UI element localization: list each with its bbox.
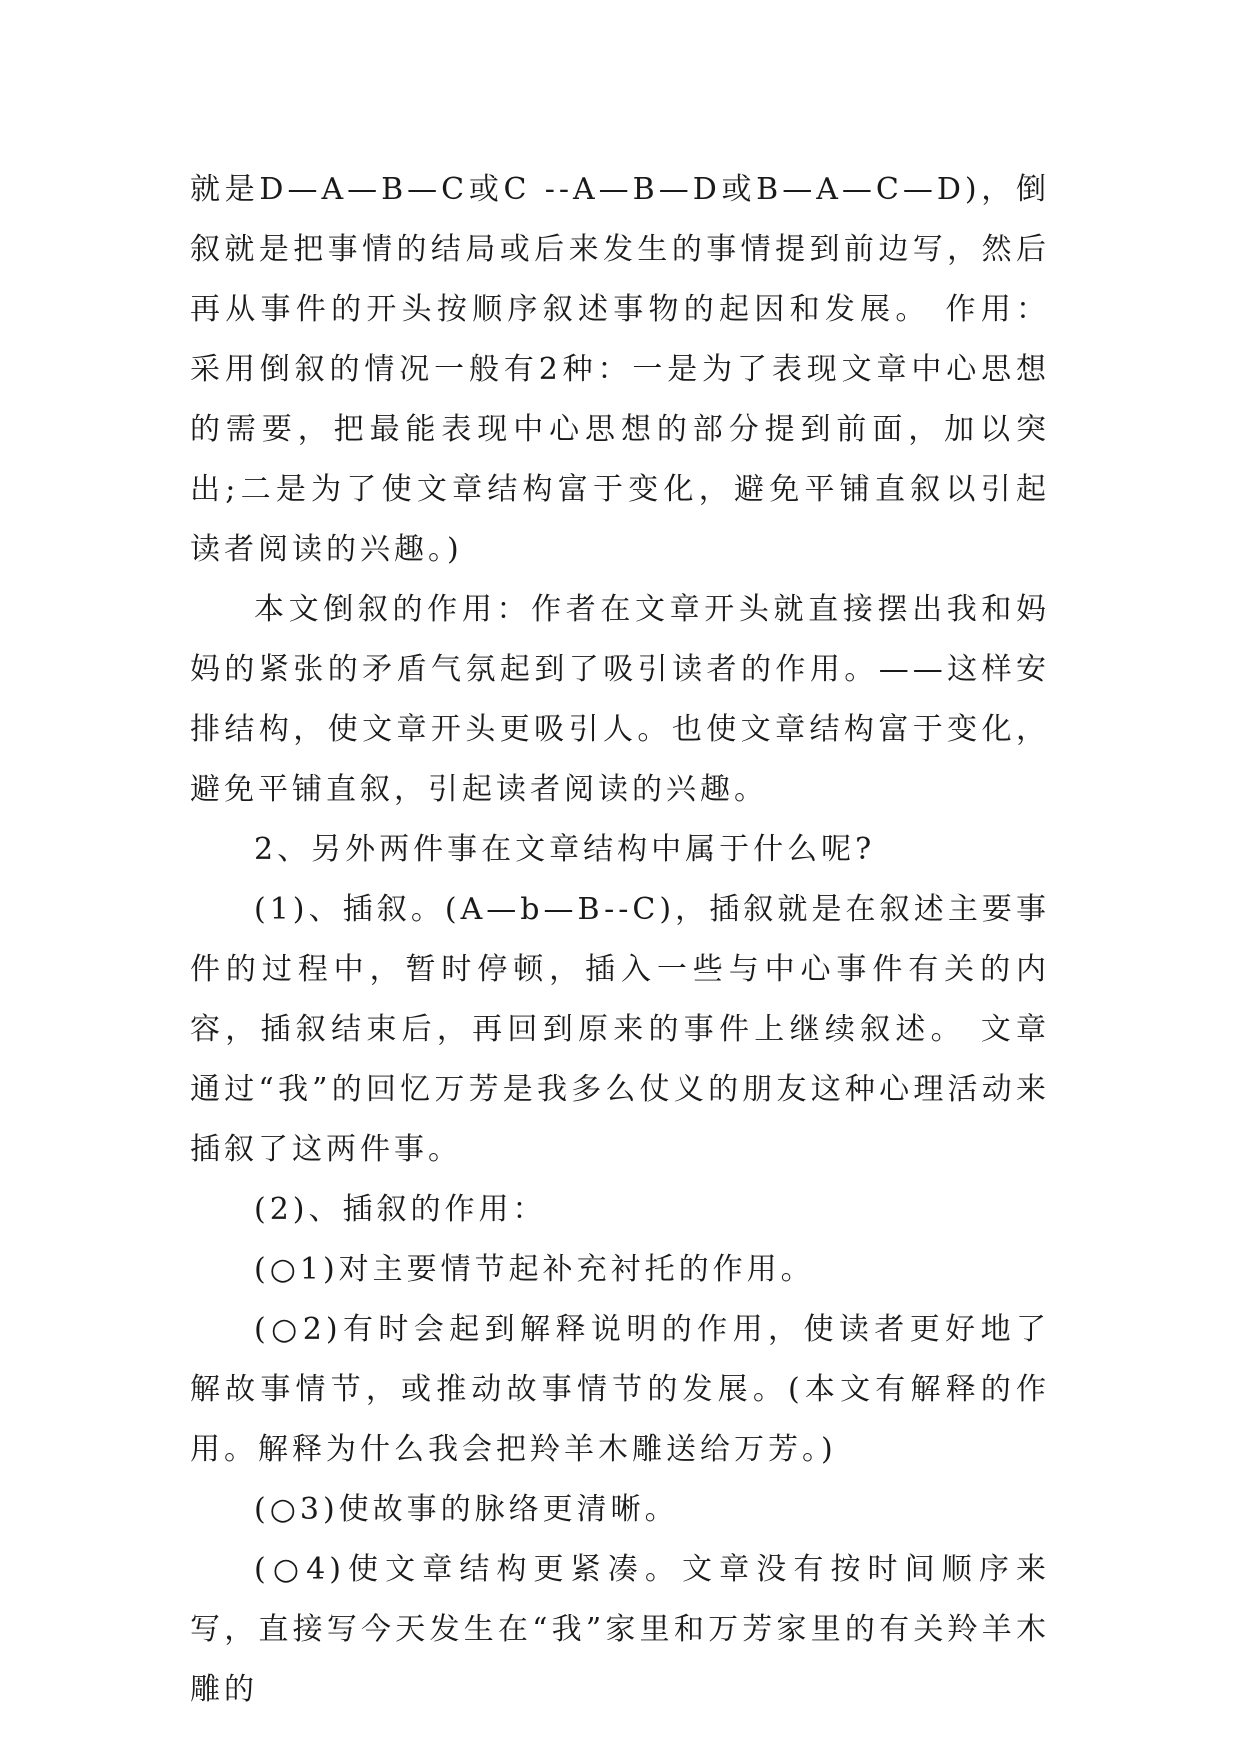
paragraph-6: (○1)对主要情节起补充衬托的作用。 <box>254 1252 815 1287</box>
paragraph-1: 就是D—A—B—C或C --A—B—D或B—A—C—D)，倒叙就是把事情的结局或后来发生的事情提到前边写，然后再从事件的开头按顺序叙述事物的起因和发展。 作用：采用倒叙的情况一般有2种：一是为了表现文章中心思想的需要，把最能表现中心思想的部分提到前面，加以突出;二是为了使文章结构富于变化，避免平铺直叙以引起读者阅读的兴趣。) <box>190 172 1050 567</box>
document-body <box>190 160 1050 1720</box>
paragraph-7: (○2)有时会起到解释说明的作用，使读者更好地了解故事情节，或推动故事情节的发展。(本文有解释的作用。解释为什么我会把羚羊木雕送给万芳。) <box>190 1312 1050 1467</box>
paragraph-4: (1)、插叙。(A—b—B--C)，插叙就是在叙述主要事件的过程中，暂时停顿，插入一些与中心事件有关的内容，插叙结束后，再回到原来的事件上继续叙述。 文章通过“我”的回忆万芳是我多么仗义的朋友这种心理活动来插叙了这两件事。 <box>190 892 1050 1167</box>
paragraph-2: 本文倒叙的作用：作者在文章开头就直接摆出我和妈妈的紧张的矛盾气氛起到了吸引读者的作用。——这样安排结构，使文章开头更吸引人。也使文章结构富于变化，避免平铺直叙，引起读者阅读的兴趣。 <box>190 592 1050 807</box>
paragraph-8: (○3)使故事的脉络更清晰。 <box>254 1492 679 1527</box>
paragraph-3: 2、另外两件事在文章结构中属于什么呢? <box>254 832 876 867</box>
paragraph-9: (○4)使文章结构更紧凑。文章没有按时间顺序来写，直接写今天发生在“我”家里和万芳家里的有关羚羊木雕的 <box>190 1552 1050 1707</box>
paragraph-5: (2)、插叙的作用： <box>254 1192 547 1227</box>
